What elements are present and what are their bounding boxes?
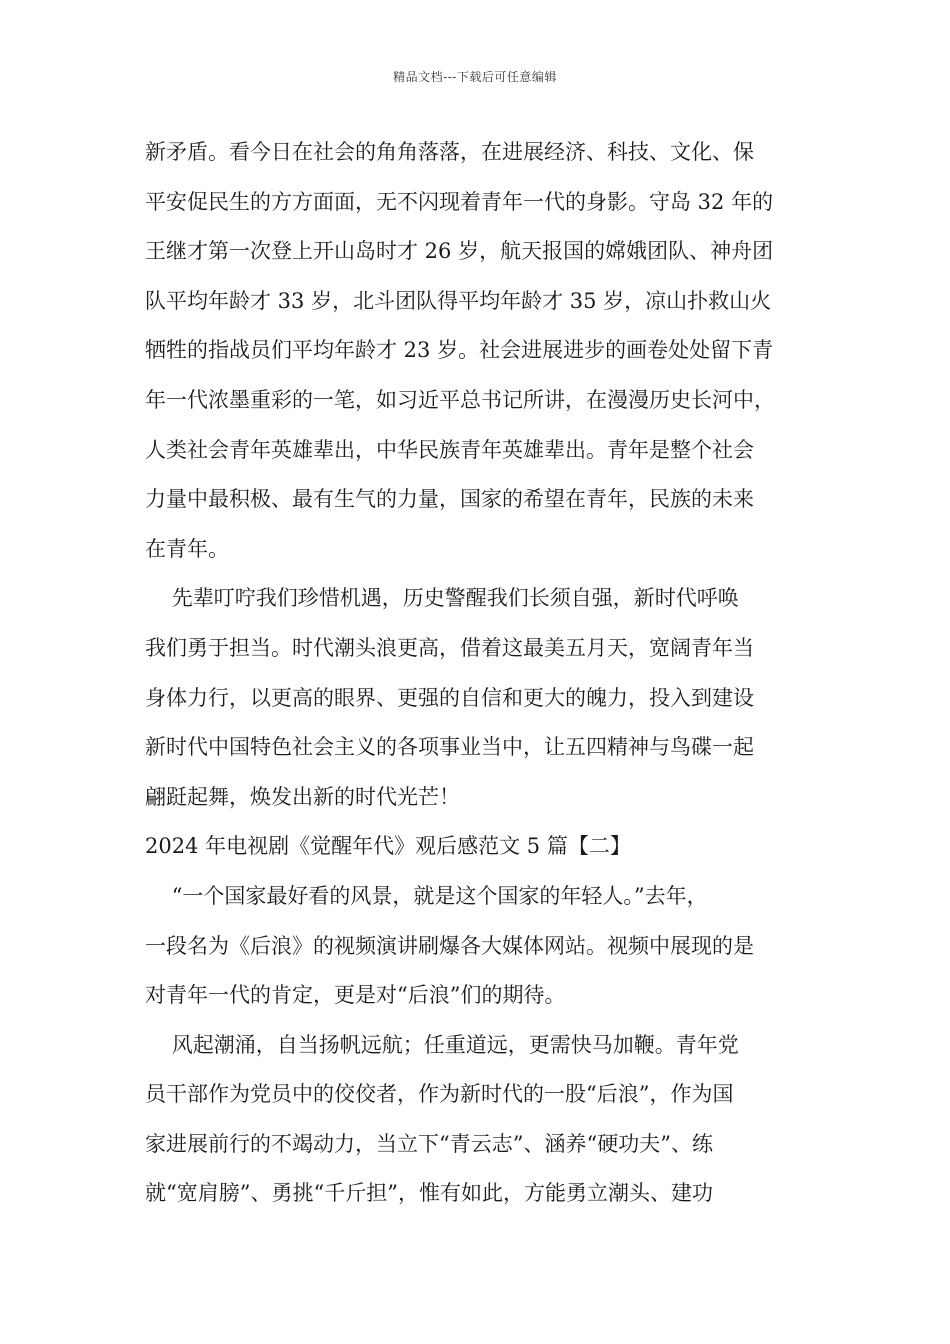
text-line: “一个国家最好看的风景，就是这个国家的年轻人。”去年， bbox=[145, 883, 708, 908]
text-line: 力量中最积极、最有生气的力量，国家的希望在青年，民族的未来 bbox=[145, 487, 754, 512]
text-line: 就“宽肩膀”、勇挑“千斤担”，惟有如此，方能勇立潮头、建功 bbox=[145, 1181, 713, 1206]
page-header: 精品文档---下载后可任意编辑 bbox=[393, 70, 557, 84]
text-line: 一段名为《后浪》的视频演讲刷爆各大媒体网站。视频中展现的是 bbox=[145, 933, 754, 958]
text-line: 我们勇于担当。时代潮头浪更高，借着这最美五月天，宽阔青年当 bbox=[145, 635, 754, 660]
text-line: 牺牲的指战员们平均年龄才 23 岁。社会进展进步的画卷处处留下青 bbox=[145, 338, 774, 363]
text-line: 人类社会青年英雄辈出，中华民族青年英雄辈出。青年是整个社会 bbox=[145, 437, 754, 462]
text-line: 风起潮涌，自当扬帆远航；任重道远，更需快马加鞭。青年党 bbox=[145, 1032, 739, 1057]
text-line: 队平均年龄才 33 岁，北斗团队得平均年龄才 35 岁，凉山扑救山火 bbox=[145, 288, 772, 313]
section-title: 2024 年电视剧《觉醒年代》观后感范文 5 篇【二】 bbox=[145, 834, 631, 859]
text-line: 翩跹起舞，焕发出新的时代光芒！ bbox=[145, 784, 460, 809]
text-line: 先辈叮咛我们珍惜机遇，历史警醒我们长须自强，新时代呼唤 bbox=[145, 586, 739, 611]
text-line: 年一代浓墨重彩的一笔，如习近平总书记所讲，在漫漫历史长河中， bbox=[145, 387, 775, 412]
text-line: 新矛盾。看今日在社会的角角落落，在进展经济、科技、文化、保 bbox=[145, 140, 754, 164]
text-line: 平安促民生的方方面面，无不闪现着青年一代的身影。守岛 32 年的 bbox=[145, 189, 774, 214]
text-line: 对青年一代的肯定，更是对“后浪”们的期待。 bbox=[145, 983, 566, 1008]
text-line: 在青年。 bbox=[145, 536, 229, 561]
document-body bbox=[145, 128, 810, 1219]
text-line: 新时代中国特色社会主义的各项事业当中，让五四精神与鸟碟一起 bbox=[145, 735, 754, 760]
text-line: 王继才第一次登上开山岛时才 26 岁，航天报国的嫦娥团队、神舟团 bbox=[145, 239, 774, 264]
text-line: 家进展前行的不竭动力，当立下“青云志”、涵养“硬功夫”、练 bbox=[145, 1131, 713, 1156]
text-line: 员干部作为党员中的佼佼者，作为新时代的一股“后浪”，作为国 bbox=[145, 1082, 734, 1107]
text-line: 身体力行，以更高的眼界、更强的自信和更大的魄力，投入到建设 bbox=[145, 685, 754, 710]
